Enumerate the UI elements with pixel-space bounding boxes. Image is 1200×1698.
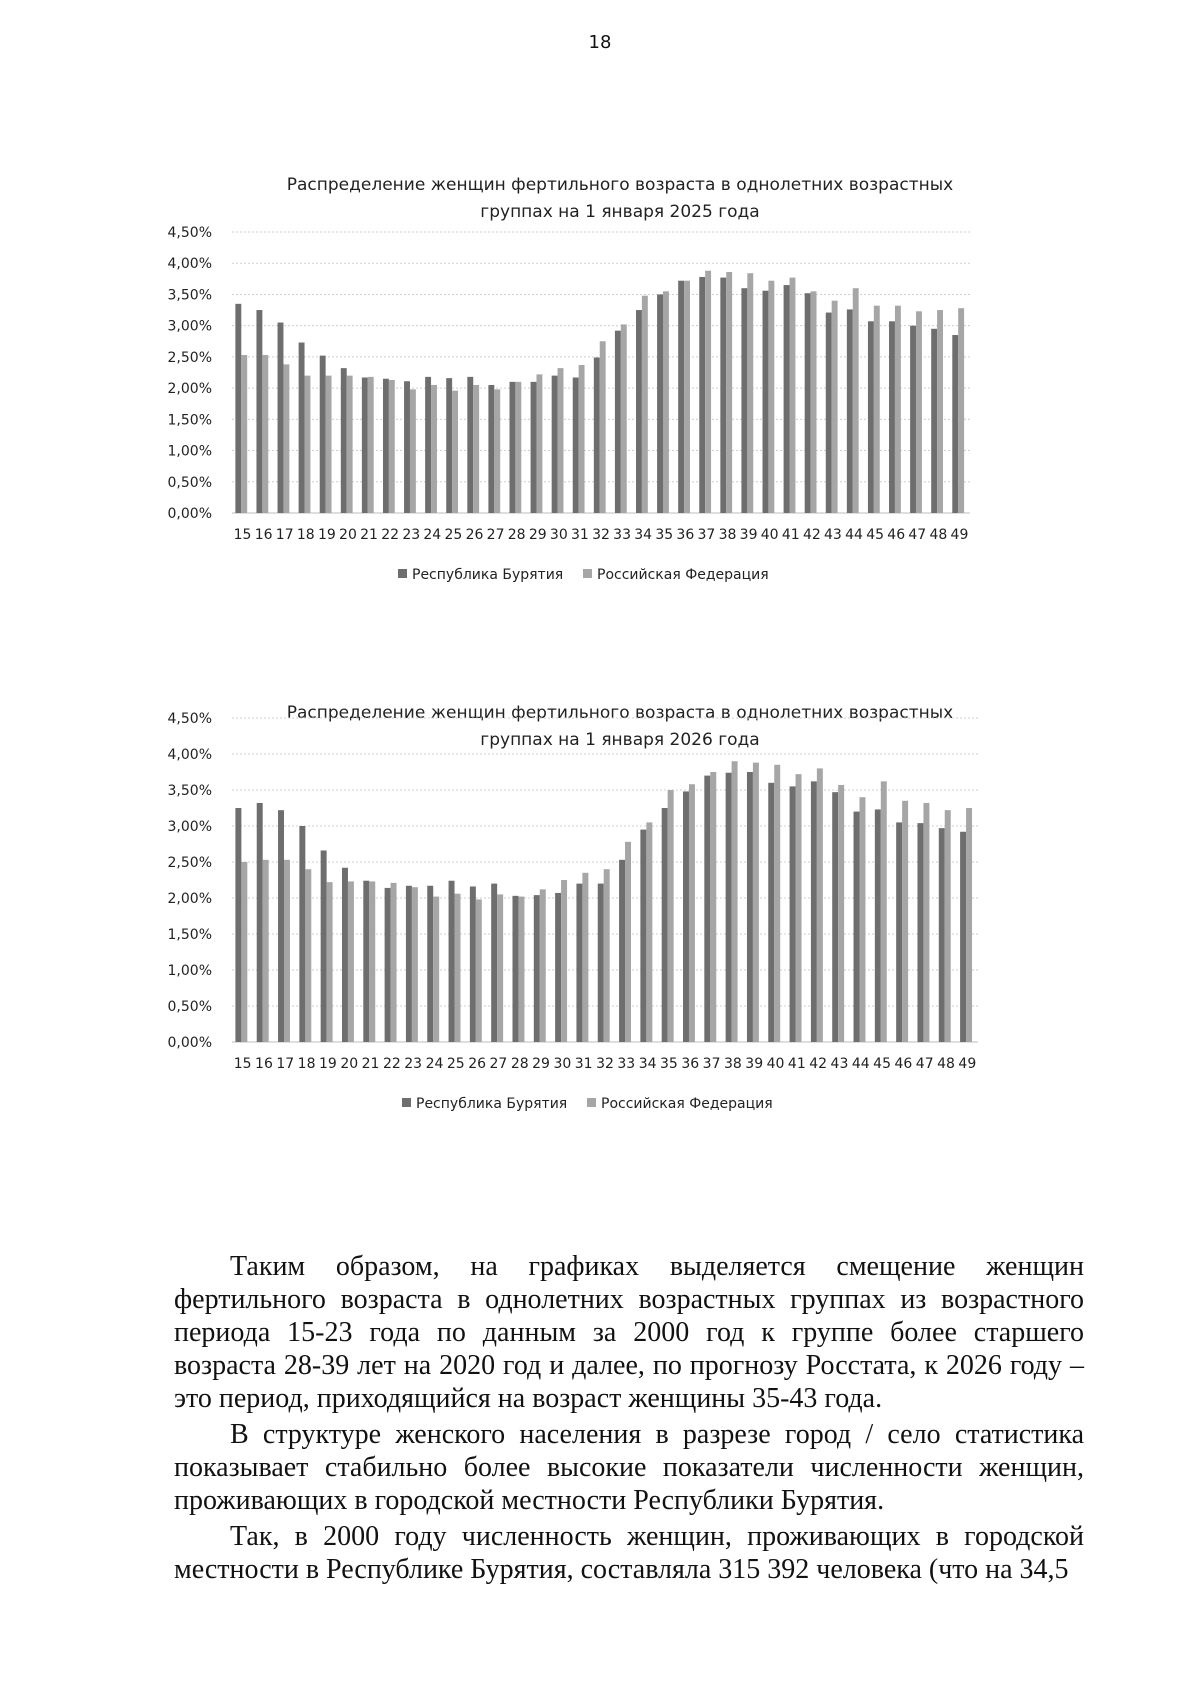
bar-russia [937, 310, 943, 513]
x-tick-label: 27 [486, 527, 505, 543]
x-tick-label: 48 [929, 527, 948, 543]
bar-russia [369, 881, 375, 1042]
x-tick-label: 39 [739, 527, 758, 543]
x-tick-label: 45 [873, 1056, 891, 1072]
legend-swatch [398, 569, 407, 578]
bar-buryatia [467, 377, 473, 513]
x-tick-label: 19 [319, 1056, 337, 1072]
x-tick-label: 43 [830, 1056, 849, 1072]
bar-russia [582, 873, 588, 1042]
legend-label: Республика Бурятия [416, 1096, 568, 1112]
bar-buryatia [235, 808, 241, 1042]
bar-russia [347, 376, 353, 513]
bar-russia [902, 801, 908, 1042]
x-tick-label: 28 [510, 1056, 529, 1072]
bar-russia [604, 869, 610, 1042]
bar-buryatia [960, 832, 966, 1042]
x-tick-label: 37 [697, 527, 716, 543]
x-tick-label: 42 [802, 527, 821, 543]
y-tick-label: 1,00% [167, 443, 212, 460]
bar-buryatia [299, 826, 305, 1042]
bar-russia [663, 291, 669, 513]
bar-buryatia [854, 812, 860, 1042]
bar-russia [497, 894, 503, 1042]
x-tick-label: 24 [423, 527, 442, 543]
bar-buryatia [763, 291, 769, 513]
x-tick-label: 37 [702, 1056, 721, 1072]
bar-buryatia [470, 886, 476, 1042]
bar-russia [796, 774, 802, 1042]
chart-title-line-1: Распределение женщин фертильного возраста в однолетних возрастных [286, 175, 954, 195]
bar-buryatia [552, 376, 558, 513]
y-tick-label: 2,00% [167, 891, 212, 907]
bar-buryatia [640, 830, 646, 1042]
bar-buryatia [406, 886, 412, 1042]
x-tick-label: 46 [894, 1056, 913, 1072]
paragraph-2: В структуре женского населения в разрезе город / село статистика показывает стабильно более высокие показатели численности женщин, проживающих в городской местности Республики Бурятия. [174, 1419, 1084, 1516]
bar-buryatia [257, 803, 263, 1042]
bar-buryatia [385, 888, 391, 1042]
bar-russia [241, 862, 247, 1042]
bar-buryatia [811, 781, 817, 1042]
x-tick-label: 42 [809, 1056, 828, 1072]
bar-russia [790, 278, 796, 513]
bar-russia [811, 291, 817, 513]
x-tick-label: 17 [276, 1056, 295, 1072]
bar-buryatia [509, 382, 515, 513]
bar-russia [518, 897, 524, 1042]
bar-buryatia [446, 378, 452, 513]
bar-russia [389, 380, 395, 513]
y-tick-label: 0,00% [167, 1035, 212, 1051]
x-tick-label: 17 [275, 527, 294, 543]
bar-russia [473, 385, 479, 513]
bar-buryatia [256, 310, 262, 513]
bar-russia [747, 273, 753, 513]
bar-russia [668, 790, 674, 1042]
x-tick-label: 41 [787, 1056, 806, 1072]
y-tick-label: 0,50% [167, 474, 212, 491]
bar-russia [476, 899, 482, 1042]
x-tick-label: 25 [444, 527, 463, 543]
bar-buryatia [427, 886, 433, 1042]
bar-russia [305, 376, 311, 513]
x-tick-label: 40 [766, 1056, 785, 1072]
bar-buryatia [847, 309, 853, 513]
bar-buryatia [826, 313, 832, 513]
bar-russia [494, 389, 500, 513]
legend-label: Российская Федерация [597, 567, 769, 583]
x-tick-label: 29 [528, 527, 547, 543]
bar-buryatia [939, 828, 945, 1042]
legend-label: Российская Федерация [601, 1096, 773, 1112]
x-tick-label: 39 [745, 1056, 764, 1072]
bar-buryatia [594, 358, 600, 513]
bar-buryatia [320, 356, 326, 513]
x-tick-label: 22 [381, 527, 400, 543]
x-tick-label: 49 [958, 1056, 977, 1072]
bar-buryatia [362, 377, 368, 513]
body-text [174, 1250, 1084, 1589]
x-tick-label: 44 [845, 527, 863, 543]
y-tick-label: 1,50% [167, 412, 212, 429]
bar-russia [536, 374, 542, 513]
bar-buryatia [534, 895, 540, 1042]
x-tick-label: 38 [723, 1056, 742, 1072]
bar-buryatia [576, 884, 582, 1042]
bar-buryatia [784, 285, 790, 513]
x-tick-label: 16 [255, 1056, 273, 1072]
bar-russia [689, 784, 695, 1042]
bar-russia [621, 324, 627, 513]
x-tick-label: 24 [425, 1056, 444, 1072]
bar-russia [391, 883, 397, 1042]
x-tick-label: 29 [532, 1056, 550, 1072]
paragraph-3: Так, в 2000 году численность женщин, проживающих в городской местности в Республике Бурятия, составляла 315 392 человека (что на 34,5 [174, 1521, 1084, 1585]
x-tick-label: 31 [574, 1056, 593, 1072]
bar-russia [515, 382, 521, 513]
legend-swatch [587, 1098, 596, 1107]
bar-buryatia [342, 868, 348, 1042]
bar-buryatia [512, 896, 518, 1042]
bar-buryatia [747, 772, 753, 1042]
bar-russia [684, 281, 690, 513]
bar-russia [646, 822, 652, 1042]
x-tick-label: 30 [549, 527, 568, 543]
bar-russia [431, 385, 437, 513]
x-tick-label: 23 [402, 527, 421, 543]
bar-buryatia [683, 791, 689, 1042]
bar-russia [859, 797, 865, 1042]
x-tick-label: 47 [908, 527, 927, 543]
bar-russia [966, 808, 972, 1042]
bar-buryatia [491, 884, 497, 1042]
bar-buryatia [952, 335, 958, 513]
bar-russia [600, 341, 606, 513]
x-tick-label: 34 [634, 527, 653, 543]
bar-buryatia [896, 822, 902, 1042]
bar-russia [412, 887, 418, 1042]
bar-buryatia [931, 329, 937, 513]
bar-russia [455, 894, 461, 1042]
bar-buryatia [678, 281, 684, 513]
chart-title-line-2: группах на 1 января 2026 года [480, 730, 760, 750]
bar-buryatia [790, 786, 796, 1042]
bar-buryatia [662, 808, 668, 1042]
x-tick-label: 26 [465, 527, 484, 543]
bar-buryatia [383, 379, 389, 513]
bar-russia [705, 271, 711, 513]
x-tick-label: 31 [571, 527, 589, 543]
bar-russia [945, 810, 951, 1042]
bar-russia [368, 377, 374, 513]
bar-buryatia [488, 385, 494, 513]
x-tick-label: 15 [233, 1056, 252, 1072]
bar-buryatia [278, 810, 284, 1042]
x-tick-label: 47 [915, 1056, 934, 1072]
bar-buryatia [741, 288, 747, 513]
x-tick-label: 20 [339, 527, 357, 543]
bar-russia [768, 281, 774, 513]
y-tick-label: 1,00% [167, 963, 212, 979]
bar-buryatia [636, 310, 642, 513]
x-tick-label: 35 [655, 527, 674, 543]
y-tick-label: 0,00% [167, 506, 212, 522]
x-tick-label: 33 [613, 527, 631, 543]
bar-russia [895, 306, 901, 513]
bar-buryatia [910, 326, 916, 513]
bar-russia [241, 355, 247, 513]
bar-russia [284, 860, 290, 1042]
bar-buryatia [726, 773, 732, 1042]
bar-russia [262, 355, 268, 513]
bar-buryatia [889, 321, 895, 513]
bar-russia [326, 376, 332, 513]
chart-svg [140, 172, 1100, 642]
bar-buryatia [321, 850, 327, 1042]
bar-buryatia [341, 368, 347, 513]
x-tick-label: 36 [681, 1056, 700, 1072]
bar-buryatia [704, 776, 710, 1042]
x-tick-label: 41 [781, 527, 800, 543]
y-tick-label: 2,50% [167, 855, 212, 871]
x-tick-label: 18 [297, 1056, 316, 1072]
bar-buryatia [425, 377, 431, 513]
y-tick-label: 4,00% [167, 747, 212, 763]
bar-russia [832, 301, 838, 513]
chart-svg [140, 700, 1100, 1170]
x-tick-label: 21 [360, 527, 378, 543]
bar-russia [838, 785, 844, 1042]
bar-buryatia [768, 783, 774, 1042]
x-tick-label: 38 [718, 527, 737, 543]
bar-buryatia [404, 381, 410, 513]
bar-russia [853, 288, 859, 513]
bar-russia [710, 772, 716, 1042]
y-tick-label: 4,50% [167, 225, 212, 241]
x-tick-label: 18 [296, 527, 315, 543]
x-tick-label: 32 [592, 527, 610, 543]
bar-russia [263, 860, 269, 1042]
chart-title-line-2: группах на 1 января 2025 года [480, 202, 760, 222]
bar-buryatia [573, 377, 579, 513]
bar-russia [348, 881, 354, 1042]
y-tick-label: 4,00% [167, 256, 212, 273]
x-tick-label: 28 [507, 527, 526, 543]
bar-russia [881, 781, 887, 1042]
bar-buryatia [449, 881, 455, 1042]
x-tick-label: 27 [489, 1056, 508, 1072]
bar-buryatia [615, 331, 621, 513]
x-tick-label: 32 [596, 1056, 614, 1072]
bar-buryatia [917, 823, 923, 1042]
bar-russia [642, 296, 648, 513]
chart-2025 [140, 172, 1100, 632]
bar-russia [452, 391, 458, 513]
bar-buryatia [619, 860, 625, 1042]
bar-russia [305, 869, 311, 1042]
x-tick-label: 35 [660, 1056, 678, 1072]
y-tick-label: 3,50% [167, 287, 212, 304]
bar-russia [561, 880, 567, 1042]
x-tick-label: 33 [617, 1056, 636, 1072]
x-tick-label: 46 [887, 527, 906, 543]
bar-russia [558, 368, 564, 513]
y-tick-label: 3,00% [167, 819, 212, 835]
x-tick-label: 19 [317, 527, 336, 543]
bar-buryatia [555, 893, 561, 1042]
x-tick-label: 30 [553, 1056, 572, 1072]
bar-buryatia [720, 278, 726, 513]
bar-russia [817, 768, 823, 1042]
bar-russia [540, 889, 546, 1042]
x-tick-label: 40 [760, 527, 779, 543]
bar-buryatia [363, 881, 369, 1042]
bar-russia [579, 365, 585, 513]
bar-russia [774, 765, 780, 1042]
y-tick-label: 1,50% [167, 927, 212, 943]
chart-2026 [140, 700, 1100, 1160]
x-tick-label: 22 [382, 1056, 401, 1072]
y-tick-label: 3,00% [167, 318, 212, 335]
x-tick-label: 21 [361, 1056, 380, 1072]
x-tick-label: 36 [676, 527, 695, 543]
bar-buryatia [805, 293, 811, 513]
x-tick-label: 49 [950, 527, 969, 543]
bar-buryatia [299, 343, 305, 513]
x-tick-label: 43 [824, 527, 842, 543]
bar-russia [410, 389, 416, 513]
bar-buryatia [699, 277, 705, 513]
legend-swatch [402, 1098, 411, 1107]
y-tick-label: 3,50% [167, 783, 212, 799]
paragraph-1: Таким образом, на графиках выделяется смещение женщин фертильного возраста в однолетних возрастных группах из возрастного периода 15-23 года по данным за 2000 год к группе более старшего возраста 28-39 лет на 2020 год и далее, по прогнозу Росстата, к 2026 году – это период, приходящийся на возраст женщины 35-43 года. [174, 1251, 1084, 1414]
bar-russia [732, 761, 738, 1042]
x-tick-label: 45 [866, 527, 885, 543]
bar-russia [753, 763, 759, 1042]
x-tick-label: 20 [340, 1056, 359, 1072]
bar-russia [958, 308, 964, 513]
x-tick-label: 25 [446, 1056, 465, 1072]
y-tick-label: 2,50% [167, 349, 212, 366]
x-tick-label: 16 [254, 527, 273, 543]
bar-buryatia [598, 884, 604, 1042]
y-tick-label: 2,00% [167, 381, 212, 398]
x-tick-label: 26 [468, 1056, 487, 1072]
bar-russia [625, 842, 631, 1042]
legend-label: Республика Бурятия [412, 567, 564, 583]
chart-title-line-1: Распределение женщин фертильного возраста в однолетних возрастных [286, 703, 954, 723]
bar-buryatia [235, 304, 241, 513]
bar-buryatia [278, 323, 284, 513]
bar-russia [283, 364, 289, 513]
bar-russia [874, 306, 880, 513]
bar-russia [923, 803, 929, 1042]
bar-buryatia [832, 792, 838, 1042]
legend-swatch [583, 569, 592, 578]
page-number: 18 [588, 32, 612, 53]
x-tick-label: 48 [937, 1056, 955, 1072]
bar-russia [327, 882, 333, 1042]
bar-buryatia [657, 294, 663, 513]
bar-buryatia [868, 321, 874, 513]
bar-buryatia [875, 809, 881, 1042]
bar-russia [726, 272, 732, 513]
bar-russia [916, 311, 922, 513]
y-tick-label: 0,50% [167, 999, 212, 1015]
x-tick-label: 44 [851, 1056, 870, 1072]
x-tick-label: 15 [233, 527, 252, 543]
x-tick-label: 34 [638, 1056, 657, 1072]
bar-buryatia [531, 382, 537, 513]
y-tick-label: 4,50% [167, 711, 212, 727]
x-tick-label: 23 [404, 1056, 423, 1072]
bar-russia [433, 897, 439, 1042]
